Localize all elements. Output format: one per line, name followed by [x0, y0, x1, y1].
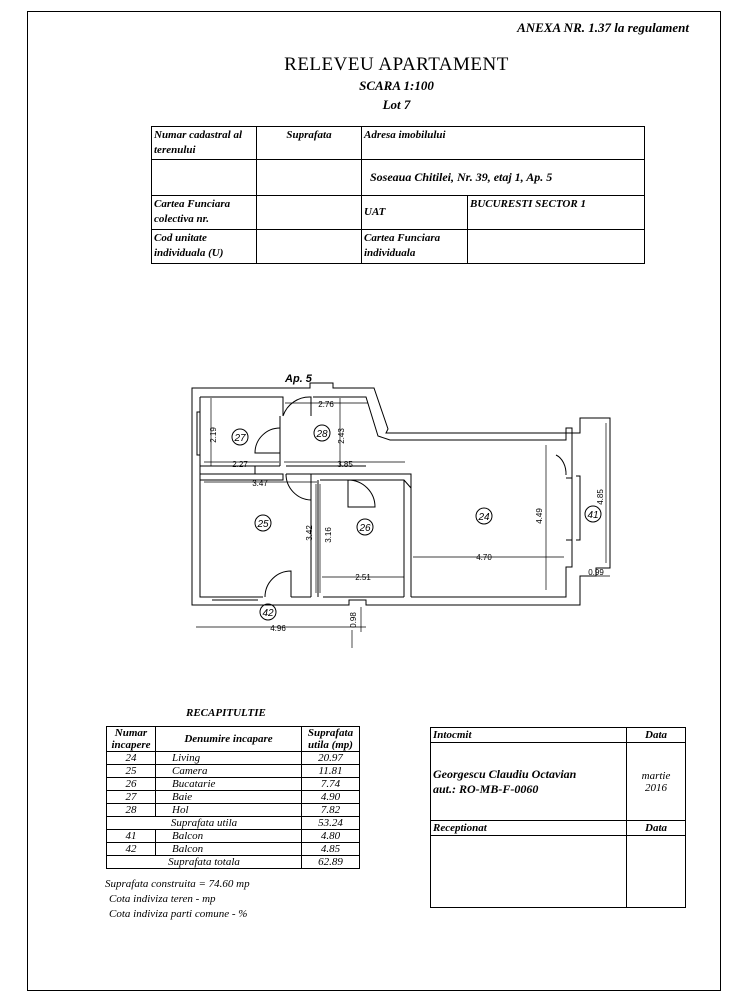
- table-row: 42 Balcon 4.85: [107, 843, 360, 856]
- recap-col-area: Suprafata utila (mp): [302, 727, 360, 752]
- room-26-number: 26: [359, 523, 371, 534]
- recap-table: [106, 726, 360, 869]
- table-row: 25 Camera 11.81: [107, 765, 360, 778]
- scale-label: SCARA 1:100: [359, 78, 434, 93]
- dim-2-51: 2.51: [355, 573, 371, 582]
- date-year: 2016: [645, 781, 667, 794]
- page-title: RELEVEU APARTAMENT: [284, 54, 509, 75]
- land-share-note: Cota indiviza teren - mp: [109, 893, 216, 905]
- useful-area-value: 53.24: [302, 817, 360, 830]
- uat-label: UAT: [362, 196, 468, 230]
- received-value: [431, 836, 627, 908]
- total-area-label: Suprafata totala: [107, 856, 302, 869]
- door-swing-24: [556, 455, 566, 475]
- door-swing-25: [265, 571, 291, 597]
- outer-wall: [192, 383, 610, 605]
- room-27-number: 27: [234, 433, 246, 444]
- cf-collective-label: Cartea Funciara colectiva nr.: [152, 196, 257, 230]
- dim-4-96: 4.96: [270, 624, 286, 633]
- table-row: 27 Baie 4.90: [107, 791, 360, 804]
- dim-3-85: 3.85: [337, 460, 353, 469]
- room-28-number: 28: [316, 429, 328, 440]
- dim-4-70: 4.70: [476, 553, 492, 562]
- dim-3-42: 3.42: [305, 525, 314, 541]
- table-row: 24 Living 20.97: [107, 752, 360, 765]
- table-row: [107, 856, 360, 869]
- room-42-number: 42: [262, 608, 274, 619]
- annex-label: ANEXA NR. 1.37 la regulament: [517, 20, 689, 35]
- author-authorization: aut.: RO-MB-F-0060: [433, 781, 539, 796]
- total-area-value: 62.89: [302, 856, 360, 869]
- dim-2-43: 2.43: [337, 428, 346, 444]
- prepared-date-label: Data: [627, 728, 686, 743]
- date-month: martie: [641, 769, 671, 782]
- dim-4-85: 4.85: [596, 489, 605, 505]
- uat-value: BUCURESTI SECTOR 1: [468, 196, 645, 230]
- door-swing-hall: [286, 474, 311, 500]
- room-24-number: 24: [478, 512, 490, 523]
- partition-walls: [200, 416, 411, 597]
- dim-0-99: 0.99: [588, 568, 604, 577]
- lot-label: Lot 7: [382, 97, 411, 112]
- door-swing-27: [255, 428, 280, 453]
- recap-col-name: Denumire incapare: [156, 727, 302, 752]
- useful-area-label: Suprafata utila: [107, 817, 302, 830]
- address-value: Soseaua Chitilei, Nr. 39, etaj 1, Ap. 5: [362, 160, 645, 196]
- door-swing-28: [283, 397, 311, 416]
- dim-3-47: 3.47: [252, 479, 268, 488]
- dim-2-19: 2.19: [209, 427, 218, 443]
- received-label: Receptionat: [431, 821, 627, 836]
- built-area-note: Suprafata construita = 74.60 mp: [105, 878, 250, 890]
- recap-col-number: Numar incapere: [107, 727, 156, 752]
- dim-2-27: 2.27: [232, 460, 248, 469]
- recap-title: RECAPITULTIE: [186, 707, 266, 719]
- room-41-number: 41: [587, 510, 599, 521]
- dim-4-49: 4.49: [535, 508, 544, 524]
- apartment-label: Ap. 5: [285, 373, 312, 385]
- inner-wall: [200, 397, 572, 597]
- address-label: Adresa imobilului: [362, 127, 645, 160]
- table-row: [107, 817, 360, 830]
- table-row: 28 Hol 7.82: [107, 804, 360, 817]
- room-25-number: 25: [257, 519, 269, 530]
- dim-2-76: 2.76: [318, 400, 334, 409]
- table-row: 26 Bucatarie 7.74: [107, 778, 360, 791]
- cadastral-label: Numar cadastral al terenului: [152, 127, 257, 160]
- received-date-value: [627, 836, 686, 908]
- received-date-label: Data: [627, 821, 686, 836]
- dim-3-16: 3.16: [324, 527, 333, 543]
- prepared-label: Intocmit: [431, 728, 627, 743]
- area-label: Suprafata: [257, 127, 362, 160]
- table-row: 41 Balcon 4.80: [107, 830, 360, 843]
- dim-0-98: 0.98: [349, 612, 358, 628]
- common-share-note: Cota indiviza parti comune - %: [109, 908, 248, 920]
- door-swing-26: [348, 480, 375, 507]
- unit-code-label: Cod unitate individuala (U): [152, 230, 257, 264]
- cf-individual-label: Cartea Funciara individuala: [362, 230, 468, 264]
- author-name: Georgescu Claudiu Octavian: [433, 766, 577, 781]
- signature-table: [430, 727, 686, 908]
